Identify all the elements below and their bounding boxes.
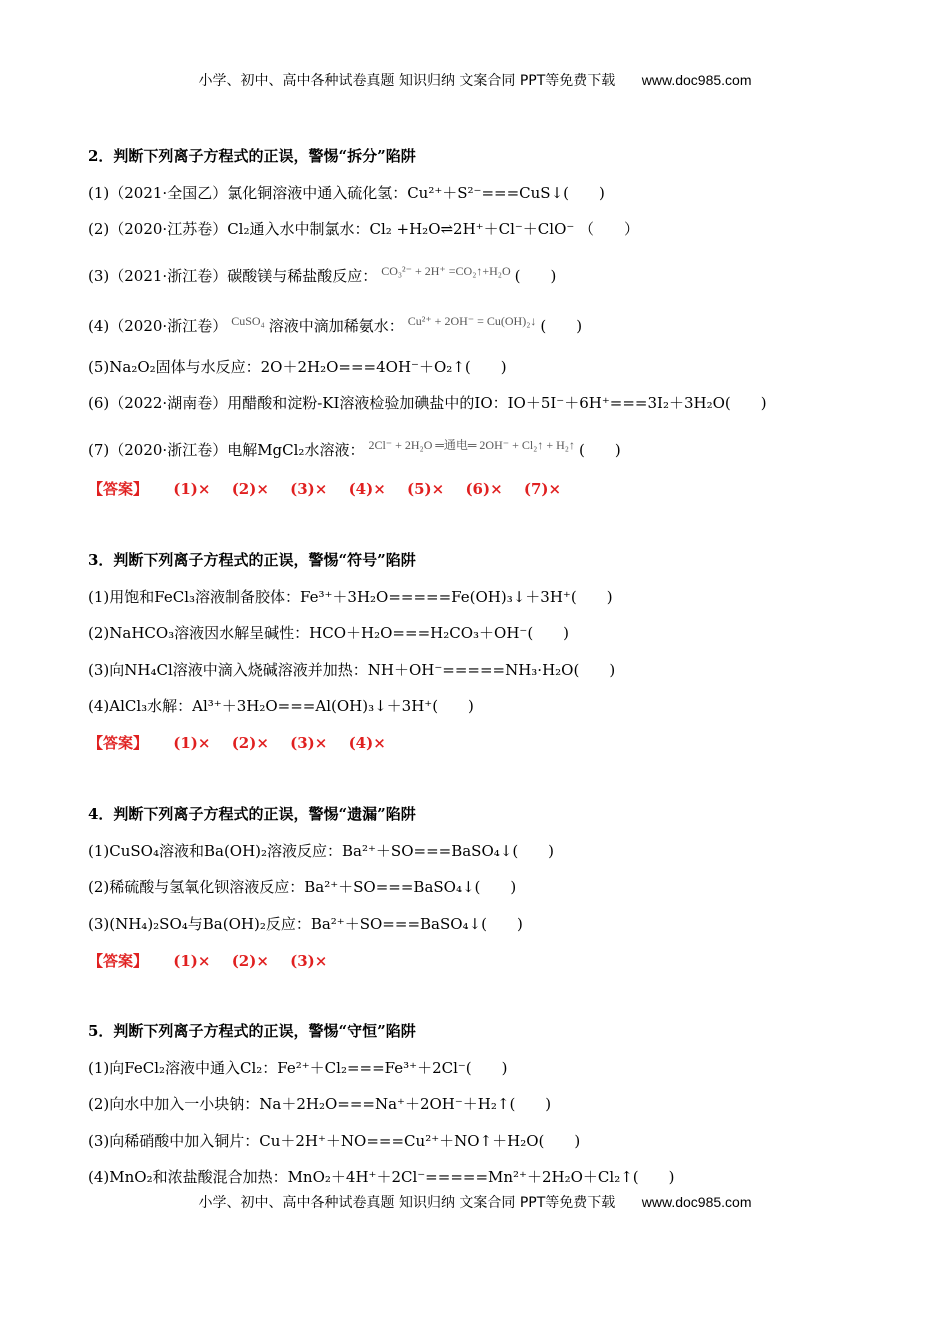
s5-item-1: (1)向FeCl₂溶液中通入Cl₂：Fe²⁺＋Cl₂===Fe³⁺＋2Cl⁻( ): [88, 1059, 508, 1077]
s3-item-3: (3)向NH₄Cl溶液中滴入烧碱溶液并加热：NH＋OH⁻=====NH₃·H₂O( ): [88, 661, 616, 679]
s2-item-4-text: (4)（2020·浙江卷）: [88, 317, 228, 335]
answer-tag: 【答案】: [88, 480, 149, 498]
s2-item-7-equation: 2Cl⁻ + 2H₂O ═通电═ 2OH⁻ + Cl₂↑ + H₂↑: [368, 438, 575, 452]
s4-answer: [88, 950, 343, 971]
page-header: [0, 70, 950, 90]
answer-item: (3)×: [290, 480, 328, 498]
answer-item: (2)×: [231, 480, 269, 498]
answer-item: (6)×: [465, 480, 503, 498]
s5-item-4: (4)MnO₂和浓盐酸混合加热：MnO₂＋4H⁺＋2Cl⁻=====Mn²⁺＋2H₂O＋Cl₂↑( ): [88, 1168, 675, 1186]
answer-item: (7)×: [523, 480, 562, 498]
s5-item-2: (2)向水中加入一小块钠：Na＋2H₂O===Na⁺＋2OH⁻＋H₂↑( ): [88, 1095, 552, 1113]
s2-item-4-equation: Cu²⁺ + 2OH⁻ = Cu(OH)₂↓: [407, 314, 537, 328]
answer-item: (3)×: [290, 734, 328, 752]
answer-item: (3)×: [290, 952, 328, 970]
page-footer: [0, 1192, 950, 1212]
s2-item-4-text2: 溶液中滴加稀氨水：: [268, 317, 404, 335]
section-5-title: 5．判断下列离子方程式的正误，警惕“守恒”陷阱: [88, 1022, 416, 1040]
answer-item: (4)×: [348, 480, 386, 498]
s5-item-3: (3)向稀硝酸中加入铜片：Cu＋2H⁺＋NO===Cu²⁺＋NO↑＋H₂O( ): [88, 1132, 581, 1150]
header-url[interactable]: www.doc985.com: [641, 72, 752, 88]
section-2-title: 2．判断下列离子方程式的正误，警惕“拆分”陷阱: [88, 147, 416, 165]
answer-item: (5)×: [407, 480, 445, 498]
answer-item: (1)×: [173, 734, 211, 752]
answer-item: (2)×: [231, 952, 269, 970]
s3-answer: [88, 732, 402, 753]
s2-item-3-blank: ( ): [514, 267, 557, 285]
s2-item-7-text: (7)（2020·浙江卷）电解MgCl₂水溶液：: [88, 441, 365, 459]
answer-item: (1)×: [173, 952, 211, 970]
s2-item-5: (5)Na₂O₂固体与水反应：2O＋2H₂O===4OH⁻＋O₂↑( ): [88, 358, 507, 376]
s4-item-2: (2)稀硫酸与氢氧化钡溶液反应：Ba²⁺＋SO===BaSO₄↓( ): [88, 878, 517, 896]
s2-answer: [88, 478, 577, 499]
header-text: 小学、初中、高中各种试卷真题 知识归纳 文案合同 PPT等免费下载: [198, 73, 616, 89]
footer-url[interactable]: www.doc985.com: [641, 1194, 752, 1210]
answer-tag: 【答案】: [88, 734, 149, 752]
s2-item-4: [88, 314, 582, 336]
s2-item-1: (1)（2021·全国乙）氯化铜溶液中通入硫化氢：Cu²⁺＋S²⁻===CuS↓( ): [88, 184, 605, 202]
s2-item-3: [88, 264, 556, 286]
s2-item-2: (2)（2020·江苏卷）Cl₂通入水中制氯水：Cl₂ +H₂O⇌2H⁺＋Cl⁻＋ClO⁻ （ ）: [88, 220, 640, 238]
section-4-title: 4．判断下列离子方程式的正误，警惕“遗漏”陷阱: [88, 805, 416, 823]
s3-item-4: (4)AlCl₃水解：Al³⁺＋3H₂O===Al(OH)₃↓＋3H⁺( ): [88, 697, 474, 715]
s4-item-1: (1)CuSO₄溶液和Ba(OH)₂溶液反应：Ba²⁺＋SO===BaSO₄↓( ): [88, 842, 555, 860]
s2-item-4-blank: ( ): [540, 317, 583, 335]
footer-text: 小学、初中、高中各种试卷真题 知识归纳 文案合同 PPT等免费下载: [198, 1195, 616, 1211]
s2-item-6: (6)（2022·湖南卷）用醋酸和淀粉-KI溶液检验加碘盐中的IO：IO＋5I⁻＋6H⁺===3I₂＋3H₂O( ): [88, 394, 767, 412]
s4-item-3: (3)(NH₄)₂SO₄与Ba(OH)₂反应：Ba²⁺＋SO===BaSO₄↓( ): [88, 915, 523, 933]
s3-item-2: (2)NaHCO₃溶液因水解呈碱性：HCO＋H₂O===H₂CO₃＋OH⁻( ): [88, 624, 570, 642]
s2-item-3-equation: CO₃²⁻ + 2H⁺ =CO₂↑+H₂O: [381, 264, 511, 278]
section-3-title: 3．判断下列离子方程式的正误，警惕“符号”陷阱: [88, 551, 416, 569]
answer-tag: 【答案】: [88, 952, 149, 970]
answer-item: (1)×: [173, 480, 211, 498]
s2-item-7: [88, 436, 621, 460]
s2-item-4-formula: CuSO₄: [231, 314, 265, 328]
answer-item: (4)×: [348, 734, 386, 752]
s2-item-3-text: (3)（2021·浙江卷）碳酸镁与稀盐酸反应：: [88, 267, 378, 285]
s2-item-7-blank: ( ): [579, 441, 621, 459]
answer-item: (2)×: [231, 734, 269, 752]
s3-item-1: (1)用饱和FeCl₃溶液制备胶体：Fe³⁺＋3H₂O=====Fe(OH)₃↓＋3H⁺( ): [88, 588, 613, 606]
